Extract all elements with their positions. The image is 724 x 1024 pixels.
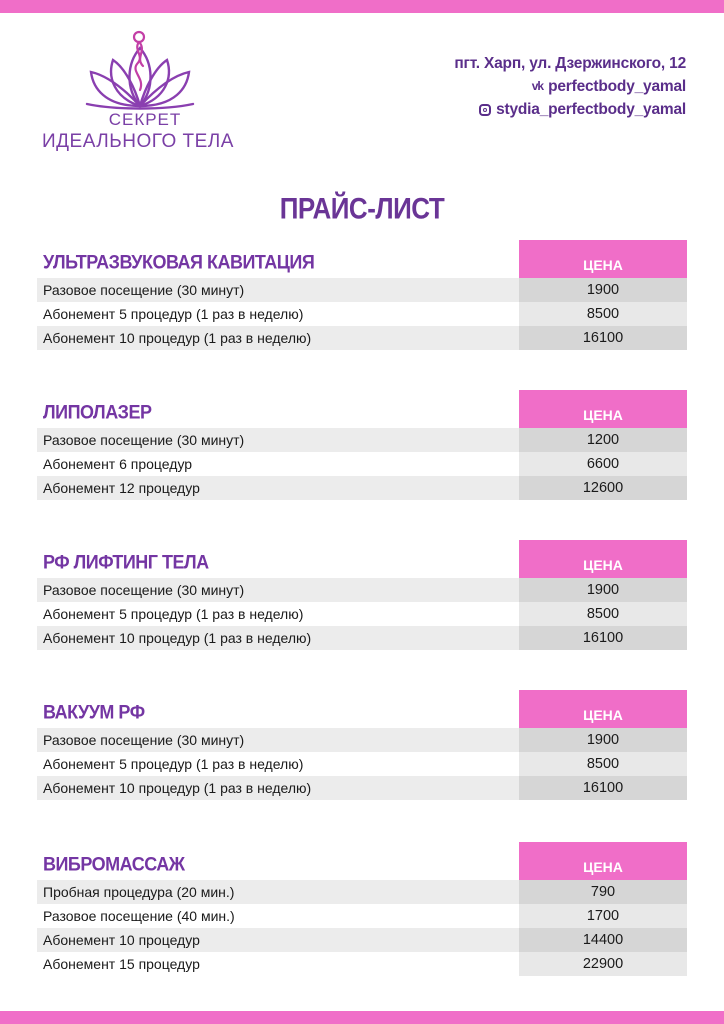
price-row [37, 602, 687, 626]
price-column-header: ЦЕНА [519, 690, 687, 728]
service-name: Абонемент 5 процедур (1 раз в неделю) [37, 602, 519, 626]
bottom-accent-bar [0, 1011, 724, 1024]
service-name: Абонемент 10 процедур (1 раз в неделю) [37, 776, 519, 800]
service-price: 8500 [519, 752, 687, 776]
lotus-logo-icon [85, 28, 195, 110]
price-row [37, 452, 687, 476]
service-price: 790 [519, 880, 687, 904]
contacts-block [454, 52, 686, 121]
service-price: 1200 [519, 428, 687, 452]
section-header [37, 240, 687, 278]
section-title: РФ ЛИФТИНГ ТЕЛА [43, 550, 209, 573]
service-name: Разовое посещение (30 минут) [37, 728, 519, 752]
service-name: Абонемент 10 процедур [37, 928, 519, 952]
section-title: ВАКУУМ РФ [43, 700, 145, 723]
section-rf-lifting [37, 540, 687, 650]
price-row [37, 752, 687, 776]
section-vibromassage [37, 842, 687, 976]
instagram-link[interactable]: stydia_perfectbody_yamal [496, 101, 686, 118]
vk-icon: vk [531, 79, 544, 93]
section-header [37, 390, 687, 428]
vk-row[interactable] [454, 75, 686, 98]
service-name: Разовое посещение (40 мин.) [37, 904, 519, 928]
price-row [37, 904, 687, 928]
service-price: 12600 [519, 476, 687, 500]
service-price: 14400 [519, 928, 687, 952]
service-name: Абонемент 10 процедур (1 раз в неделю) [37, 326, 519, 350]
service-name: Абонемент 12 процедур [37, 476, 519, 500]
service-price: 16100 [519, 776, 687, 800]
service-name: Пробная процедура (20 мин.) [37, 880, 519, 904]
service-price: 1700 [519, 904, 687, 928]
address-row [454, 52, 686, 75]
price-row [37, 728, 687, 752]
price-row [37, 476, 687, 500]
service-name: Разовое посещение (30 минут) [37, 578, 519, 602]
section-header [37, 540, 687, 578]
service-price: 6600 [519, 452, 687, 476]
service-price: 1900 [519, 728, 687, 752]
price-row [37, 428, 687, 452]
price-row [37, 278, 687, 302]
logo [40, 28, 250, 158]
price-row [37, 880, 687, 904]
section-title: ЛИПОЛАЗЕР [43, 400, 152, 423]
price-row [37, 952, 687, 976]
section-title: ВИБРОМАССАЖ [43, 852, 185, 875]
service-name: Абонемент 5 процедур (1 раз в неделю) [37, 302, 519, 326]
service-price: 1900 [519, 278, 687, 302]
logo-text-line2: ИДЕАЛЬНОГО ТЕЛА [42, 131, 234, 152]
service-name: Абонемент 15 процедур [37, 952, 519, 976]
service-name: Абонемент 10 процедур (1 раз в неделю) [37, 626, 519, 650]
service-price: 8500 [519, 302, 687, 326]
top-accent-bar [0, 0, 724, 13]
section-header [37, 690, 687, 728]
section-lipolaser [37, 390, 687, 500]
service-name: Разовое посещение (30 минут) [37, 428, 519, 452]
price-row [37, 626, 687, 650]
price-row [37, 578, 687, 602]
price-row [37, 776, 687, 800]
price-row [37, 928, 687, 952]
section-vacuum-rf [37, 690, 687, 800]
price-row [37, 302, 687, 326]
service-price: 16100 [519, 326, 687, 350]
service-name: Разовое посещение (30 минут) [37, 278, 519, 302]
price-column-header: ЦЕНА [519, 240, 687, 278]
instagram-icon [479, 104, 491, 116]
price-column-header: ЦЕНА [519, 540, 687, 578]
section-title: УЛЬТРАЗВУКОВАЯ КАВИТАЦИЯ [43, 250, 315, 273]
instagram-row[interactable] [454, 98, 686, 121]
vk-link[interactable]: perfectbody_yamal [548, 78, 686, 95]
service-price: 22900 [519, 952, 687, 976]
price-row [37, 326, 687, 350]
page-title: ПРАЙС-ЛИСТ [279, 190, 445, 226]
price-column-header: ЦЕНА [519, 390, 687, 428]
service-name: Абонемент 5 процедур (1 раз в неделю) [37, 752, 519, 776]
logo-text-line1: СЕКРЕТ [108, 110, 182, 129]
price-column-header: ЦЕНА [519, 842, 687, 880]
service-price: 1900 [519, 578, 687, 602]
address-text: пгт. Харп, ул. Дзержинского, 12 [454, 55, 686, 72]
section-cavitation [37, 240, 687, 350]
service-price: 16100 [519, 626, 687, 650]
service-price: 8500 [519, 602, 687, 626]
section-header [37, 842, 687, 880]
service-name: Абонемент 6 процедур [37, 452, 519, 476]
